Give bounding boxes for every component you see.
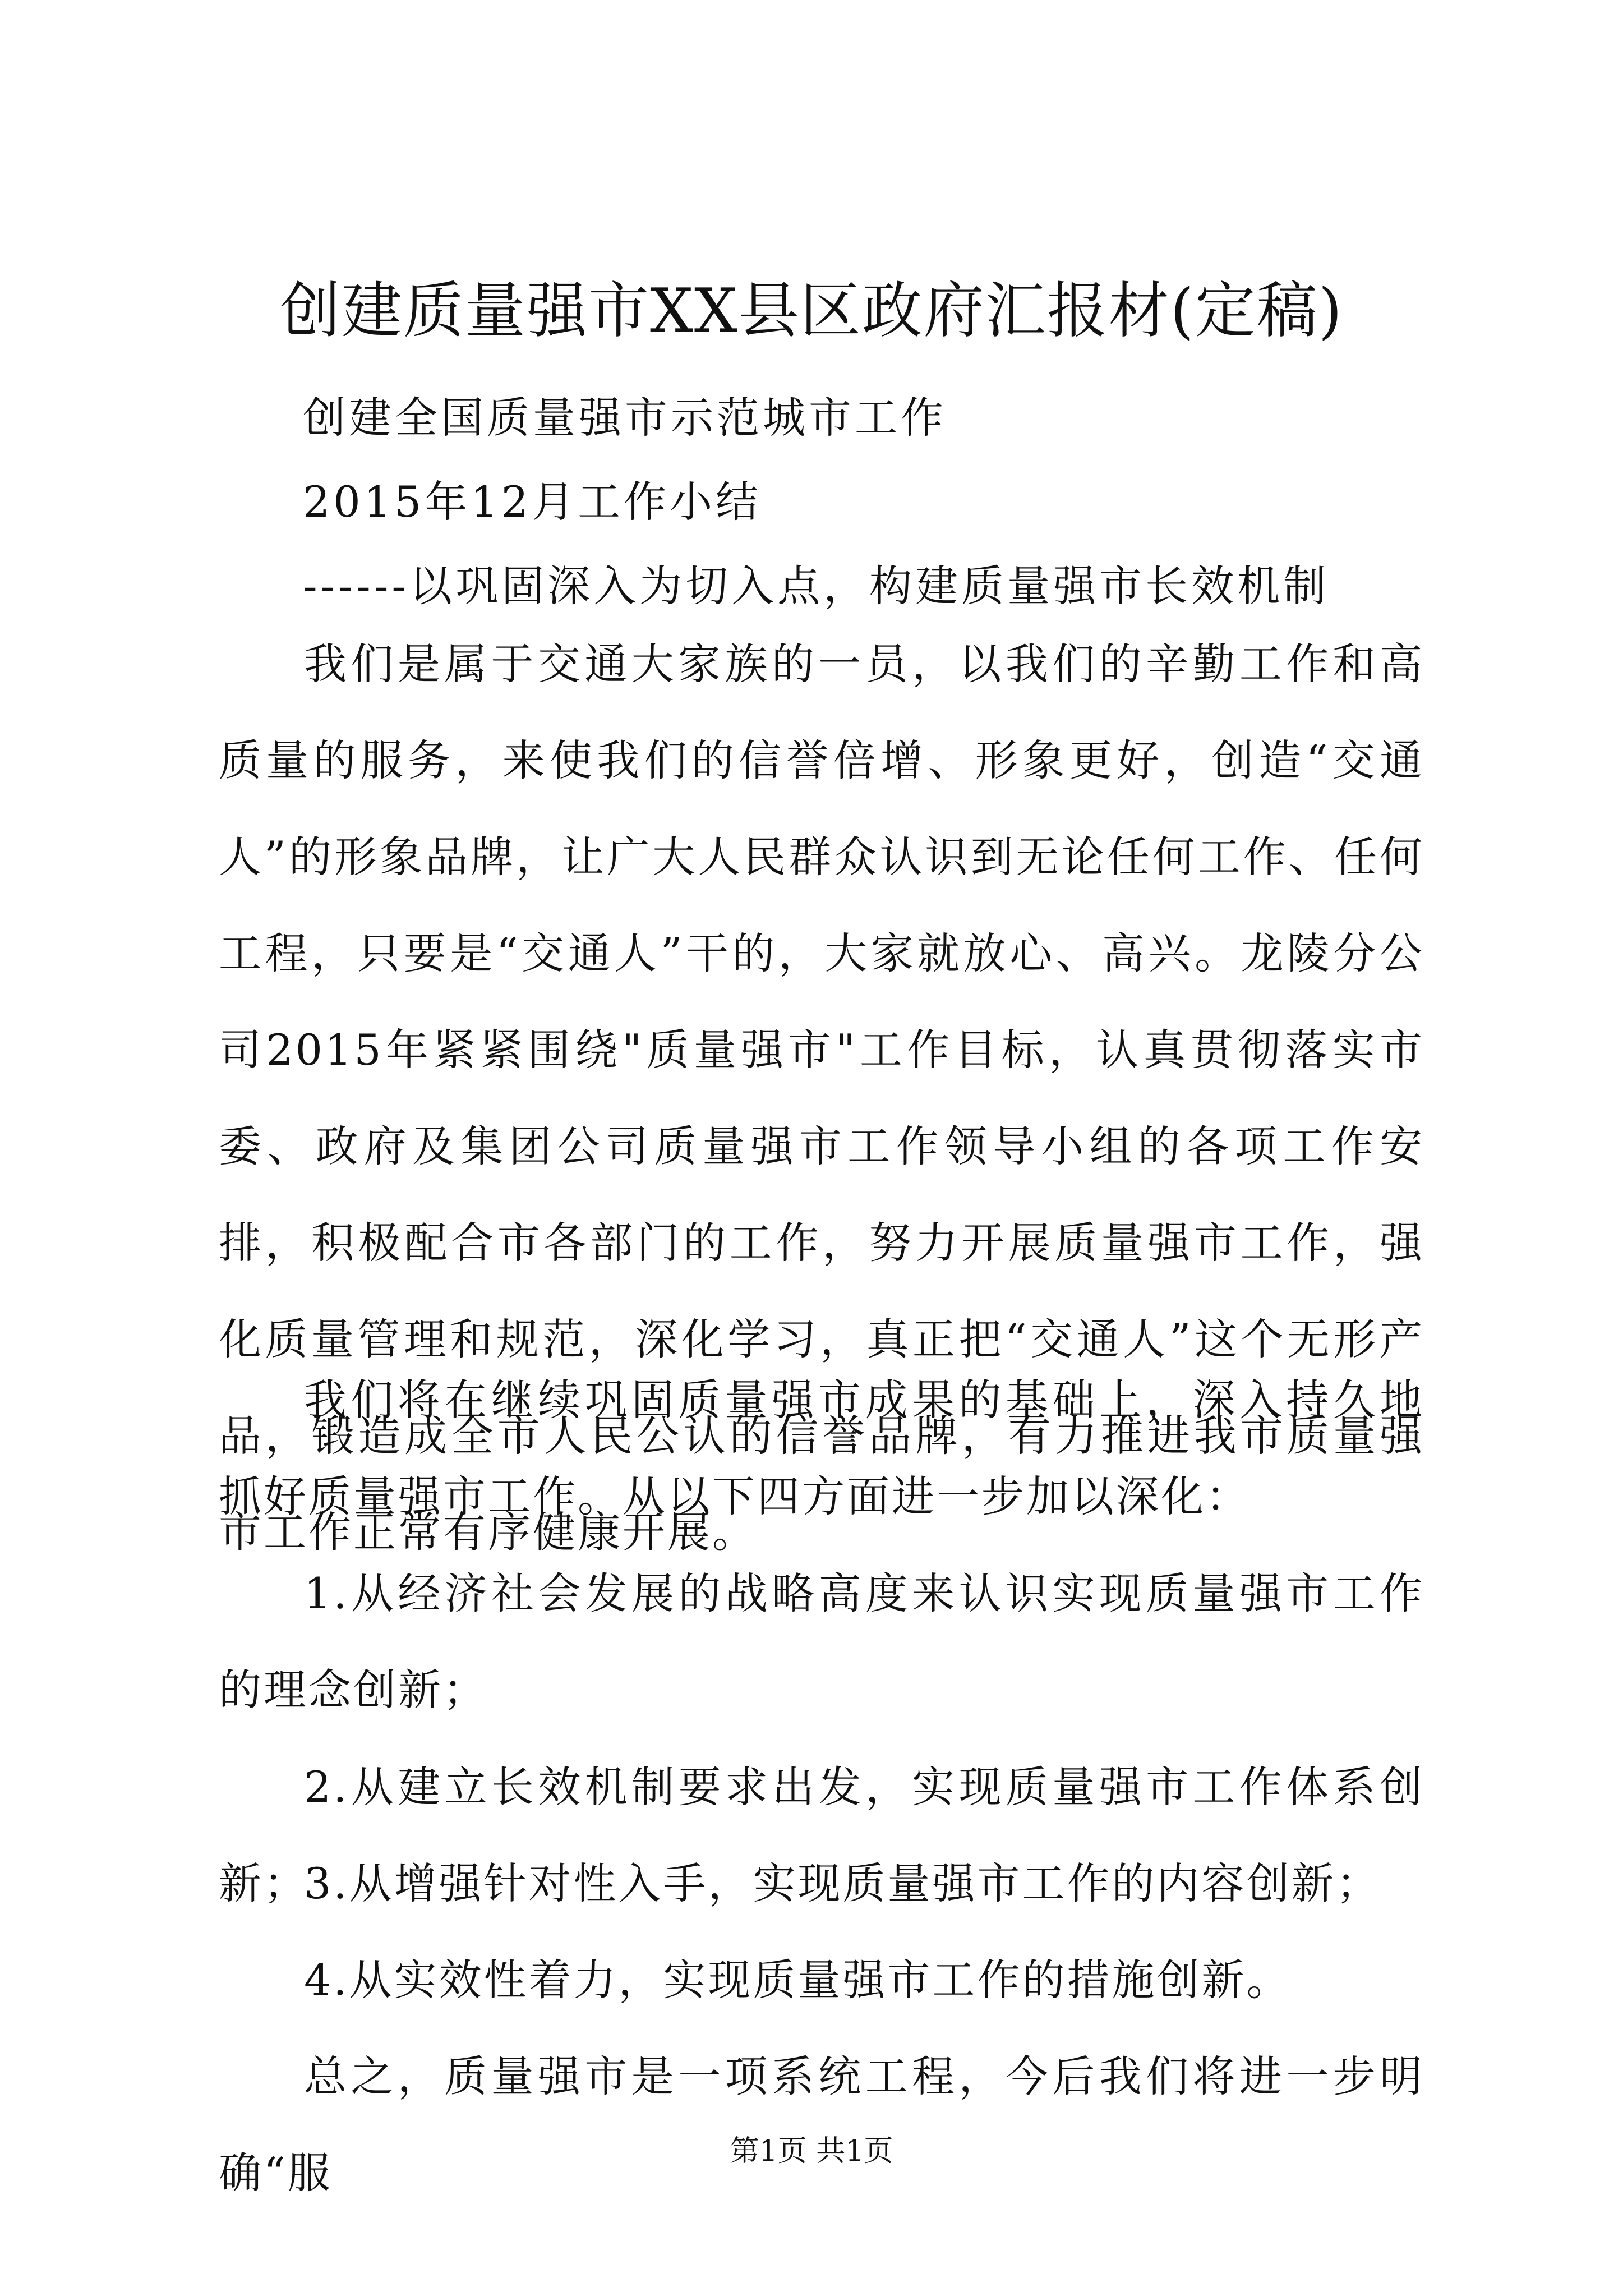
body-paragraph-2: 我们将在继续巩固质量强市成果的基础上，深入持久地抓好质量强市工作。从以下四方面进一步加以深化： <box>219 1375 1424 1521</box>
list-item-2: 2.从建立长效机制要求出发，实现质量强市工作体系创新； <box>219 1762 1424 1908</box>
body-paragraph-3: 总之，质量强市是一项系统工程，今后我们将进一步明确“服 <box>219 2051 1424 2198</box>
subtitle-line-2: 2015年12月工作小结 <box>303 477 762 527</box>
list-item-1: 1.从经济社会发展的战略高度来认识实现质量强市工作的理念创新； <box>219 1568 1424 1715</box>
subtitle-line-3: ------以巩固深入为切入点，构建质量强市长效机制 <box>303 561 1330 611</box>
list-item-3: 3.从增强针对性入手，实现质量强市工作的内容创新； <box>304 1858 1381 1908</box>
subtitle-line-1: 创建全国质量强市示范城市工作 <box>303 393 947 443</box>
list-item-4: 4.从实效性着力，实现质量强市工作的措施创新。 <box>304 1955 1292 2005</box>
body-paragraph-1: 我们是属于交通大家族的一员，以我们的辛勤工作和高质量的服务，来使我们的信誉倍增、形象更好，创造“交通人”的形象品牌，让广大人民群众认识到无论任何工作、任何工程，只要是“交通人”干的，大家就放心、高兴。龙陵分公司2015年紧紧围绕"质量强市"工作目标，认真贯彻落实市委、政府及集团公司质量强市工作领导小组的各项工作安排，积极配合市各部门的工作，努力开展质量强市工作，强化质量管理和规范，深化学习，真正把“交通人”这个无形产品，锻造成全市人民公认的信誉品牌，有力推进我市质量强市工作正常有序健康开展。 <box>219 639 1424 1557</box>
document-title: 创建质量强市XX县区政府汇报材(定稿) <box>279 276 1344 346</box>
page-footer: 第1页 共1页 <box>730 2134 893 2168</box>
